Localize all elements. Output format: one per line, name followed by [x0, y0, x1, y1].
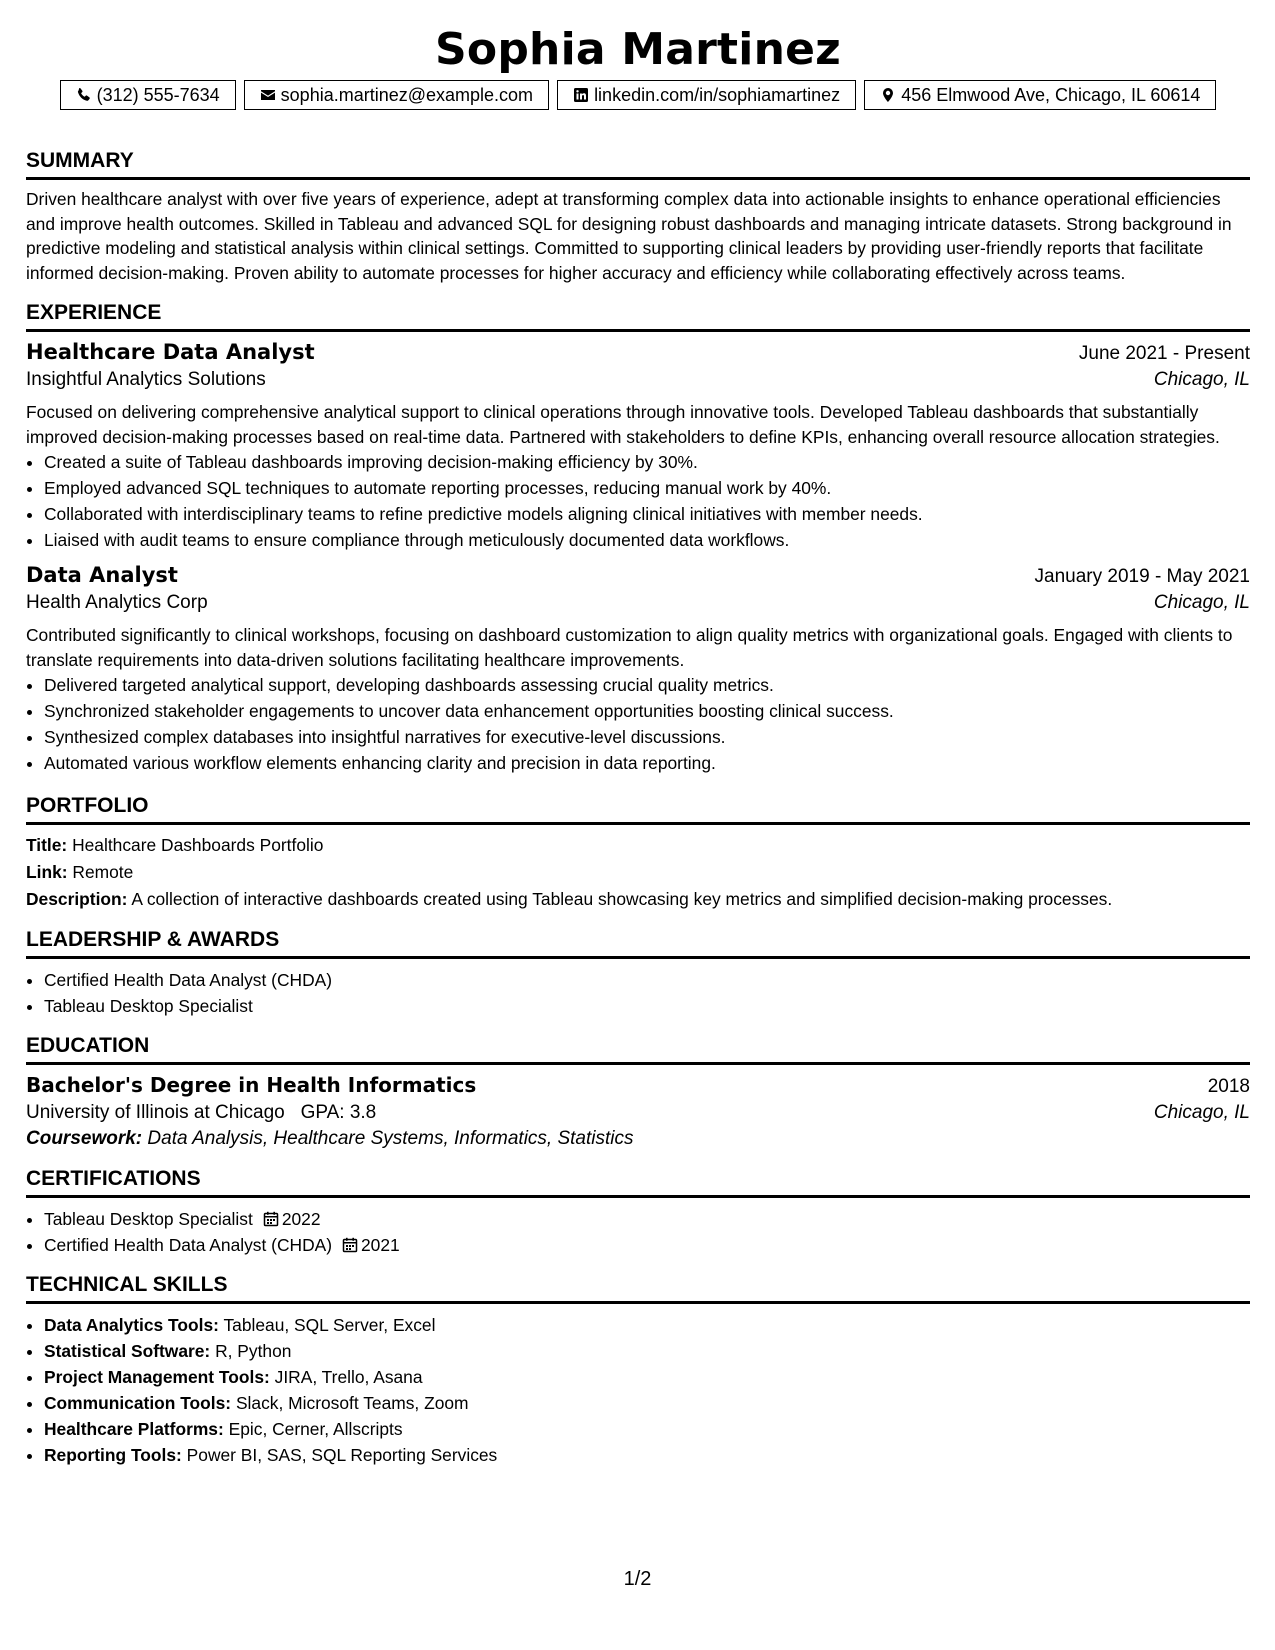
certification-name: Certified Health Data Analyst (CHDA)	[44, 1235, 333, 1255]
education-school-row	[26, 1102, 1250, 1124]
coursework-value: Data Analysis, Healthcare Systems, Informatics, Statistics	[147, 1128, 634, 1149]
portfolio-heading: PORTFOLIO	[26, 793, 1250, 825]
portfolio-desc-value: A collection of interactive dashboards created using Tableau showcasing key metrics and simplified decision-making processes.	[131, 889, 1113, 909]
job-company: Insightful Analytics Solutions	[26, 369, 266, 390]
education-location: Chicago, IL	[1153, 1102, 1250, 1123]
summary-text: Driven healthcare analyst with over five years of experience, adept at transforming complex data into actionable insights to enhance operational efficiencies and improve health outcomes. Skilled in Tableau and advanced SQL for designing robust dashboards and managing intricate datasets. Strong background in predictive modeling and statistical analysis within clinical settings. Committed to supporting clinical leaders by providing user-friendly reports that facilitate informed decision-making. Proven ability to automate processes for higher accuracy and efficiency while collaborating effectively across teams.	[26, 189, 1232, 283]
portfolio-link-value[interactable]: Remote	[72, 862, 134, 882]
skill-label: Project Management Tools:	[44, 1367, 270, 1387]
contact-address[interactable]	[864, 80, 1216, 110]
list-item	[44, 1312, 1250, 1338]
education-degree: Bachelor's Degree in Health Informatics	[26, 1073, 477, 1097]
skill-value: Epic, Cerner, Allscripts	[228, 1419, 403, 1439]
job-company: Health Analytics Corp	[26, 592, 208, 613]
experience-heading: EXPERIENCE	[26, 300, 1250, 332]
skill-label: Communication Tools:	[44, 1393, 232, 1413]
portfolio-title-value: Healthcare Dashboards Portfolio	[72, 835, 324, 855]
skill-label: Statistical Software:	[44, 1341, 211, 1361]
list-item	[44, 1364, 1250, 1390]
job-company-row	[26, 592, 1250, 614]
summary-heading: SUMMARY	[26, 148, 1250, 180]
list-item: • Delivered targeted analytical support, developing dashboards assessing crucial quality metrics.	[44, 672, 1250, 698]
list-item: • Created a suite of Tableau dashboards improving decision-making efficiency by 30%.	[44, 449, 1250, 475]
job-header	[26, 563, 1250, 588]
job-entry	[26, 340, 1250, 553]
list-item: • Synchronized stakeholder engagements to uncover data enhancement opportunities boosting clinical success.	[44, 698, 1250, 724]
education-year: 2018	[1207, 1076, 1250, 1097]
leadership-list	[26, 967, 1250, 1019]
certification-name: Tableau Desktop Specialist	[44, 1209, 253, 1229]
envelope-icon	[260, 87, 276, 103]
job-header	[26, 340, 1250, 365]
job-description: Contributed significantly to clinical workshops, focusing on dashboard customization to align quality metrics with organizational goals. Engaged with clients to translate requirements into data-driven solutions facilitating healthcare improvements.	[26, 625, 1233, 670]
contact-linkedin[interactable]	[557, 80, 856, 110]
portfolio-title-label: Title:	[26, 835, 68, 855]
contact-address-text: 456 Elmwood Ave, Chicago, IL 60614	[901, 85, 1201, 105]
skill-label: Healthcare Platforms:	[44, 1419, 224, 1439]
list-item: • Employed advanced SQL techniques to automate reporting processes, reducing manual work by 40%.	[44, 475, 1250, 501]
skill-value: Tableau, SQL Server, Excel	[223, 1315, 436, 1335]
education-header	[26, 1073, 1250, 1098]
list-item	[44, 1390, 1250, 1416]
job-entry	[26, 563, 1250, 776]
job-company-row	[26, 369, 1250, 391]
job-location: Chicago, IL	[1153, 369, 1250, 390]
job-location: Chicago, IL	[1153, 592, 1250, 613]
candidate-name: Sophia Martinez	[435, 24, 841, 75]
skills-list	[26, 1312, 1250, 1468]
contact-linkedin-text: linkedin.com/in/sophiamartinez	[594, 85, 841, 105]
portfolio-desc-row	[26, 886, 1250, 913]
education-school: University of Illinois at Chicago	[26, 1102, 285, 1123]
calendar-icon	[342, 1237, 358, 1253]
certifications-list	[26, 1206, 1250, 1258]
job-description: Focused on delivering comprehensive analytical support to clinical operations through innovative tools. Developed Tableau dashboards that substantially improved decision-making processes based on real-time data. Partnered with stakeholders to define KPIs, enhancing overall resource allocation strategies.	[26, 402, 1220, 447]
education-gpa: GPA: 3.8	[300, 1102, 377, 1123]
education-coursework	[26, 1128, 1250, 1150]
list-item: • Certified Health Data Analyst (CHDA)	[44, 967, 1250, 993]
skill-value: Slack, Microsoft Teams, Zoom	[235, 1393, 469, 1413]
skill-value: Power BI, SAS, SQL Reporting Services	[186, 1445, 498, 1465]
skills-heading: TECHNICAL SKILLS	[26, 1272, 1250, 1304]
skill-value: R, Python	[215, 1341, 292, 1361]
list-item	[44, 1442, 1250, 1468]
list-item	[44, 1206, 1250, 1232]
portfolio-title-row	[26, 832, 1250, 859]
list-item: • Liaised with audit teams to ensure compliance through meticulously documented data workflows.	[44, 527, 1250, 553]
job-dates: June 2021 - Present	[1078, 343, 1250, 364]
certification-year: 2021	[361, 1235, 400, 1255]
education-heading: EDUCATION	[26, 1033, 1250, 1065]
map-pin-icon	[880, 87, 896, 103]
list-item: • Synthesized complex databases into insightful narratives for executive-level discussions.	[44, 724, 1250, 750]
phone-icon	[76, 87, 92, 103]
job-dates: January 2019 - May 2021	[1034, 566, 1250, 587]
list-item	[44, 1338, 1250, 1364]
portfolio-link-row	[26, 859, 1250, 886]
contact-bar	[26, 80, 1250, 110]
skill-value: JIRA, Trello, Asana	[274, 1367, 423, 1387]
list-item	[44, 1416, 1250, 1442]
page-number: 1/2	[623, 1568, 652, 1590]
linkedin-icon	[573, 87, 589, 103]
leadership-heading: LEADERSHIP & AWARDS	[26, 927, 1250, 959]
portfolio-link-label: Link:	[26, 862, 68, 882]
contact-phone[interactable]	[60, 80, 236, 110]
list-item: • Tableau Desktop Specialist	[44, 993, 1250, 1019]
list-item	[44, 1232, 1250, 1258]
contact-phone-text: (312) 555-7634	[96, 85, 220, 105]
portfolio-desc-label: Description:	[26, 889, 128, 909]
calendar-icon	[263, 1211, 279, 1227]
portfolio-details	[26, 832, 1250, 913]
list-item: • Collaborated with interdisciplinary teams to refine predictive models aligning clinical initiatives with member needs.	[44, 501, 1250, 527]
certifications-heading: CERTIFICATIONS	[26, 1166, 1250, 1198]
skill-label: Reporting Tools:	[44, 1445, 182, 1465]
job-role: Healthcare Data Analyst	[26, 340, 315, 364]
education-school-group	[26, 1102, 376, 1124]
job-bullets	[26, 672, 1250, 776]
contact-email-text: sophia.martinez@example.com	[280, 85, 534, 105]
coursework-label: Coursework:	[26, 1128, 143, 1149]
job-role: Data Analyst	[26, 563, 178, 587]
resume-page	[26, 22, 1250, 1468]
job-bullets	[26, 449, 1250, 553]
list-item: • Automated various workflow elements enhancing clarity and precision in data reporting.	[44, 750, 1250, 776]
contact-email[interactable]	[244, 80, 549, 110]
skill-label: Data Analytics Tools:	[44, 1315, 219, 1335]
certification-year: 2022	[281, 1209, 321, 1229]
